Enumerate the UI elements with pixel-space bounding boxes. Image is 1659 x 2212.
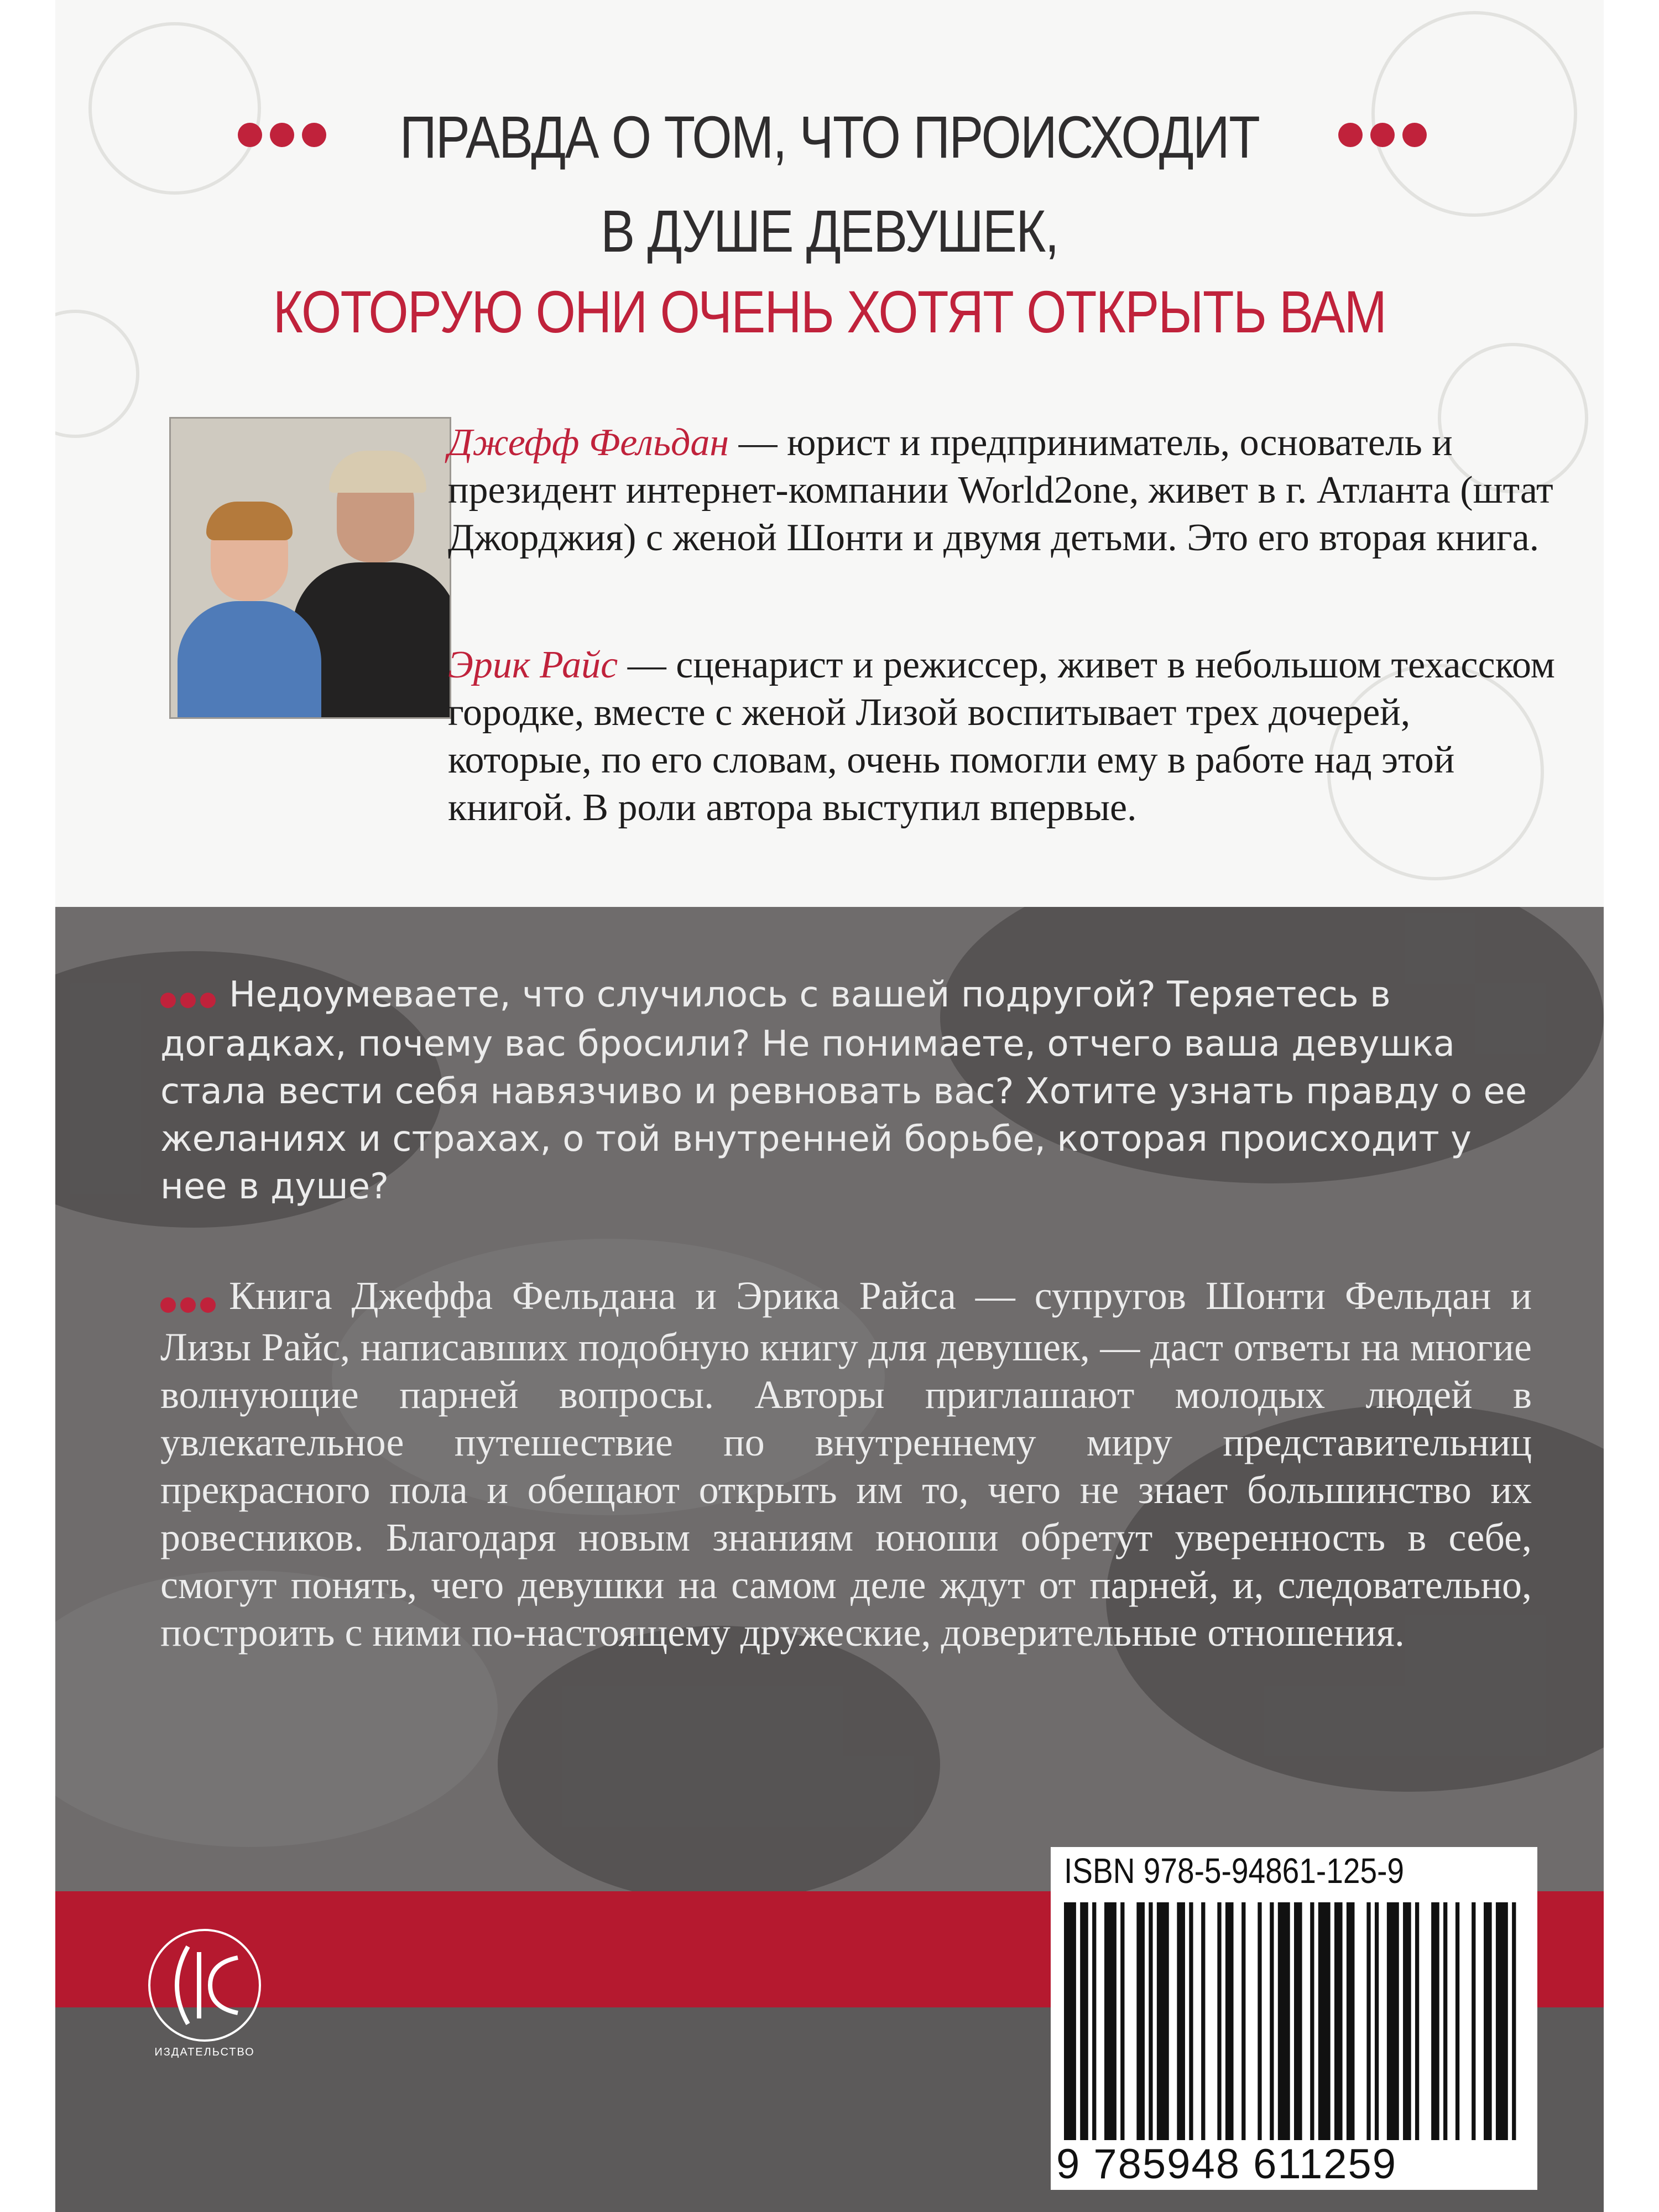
author-name-feldan: Джефф Фельдан — [448, 421, 729, 464]
description-text-1: Недоумеваете, что случилось с вашей подругой? Теряетесь в догадках, почему вас бросили? Не понимаете, отчего ваша девушка стала вести себя навязчиво и ревновать вас? Хотите узнать правду о ее желаниях и страхах, о той внутренней борьбе, которая происходит у нее в душе? — [160, 974, 1527, 1208]
isbn-text: ISBN 978-5-94861-125-9 — [1064, 1851, 1405, 1891]
decorative-ornament — [55, 310, 139, 438]
author-text-rice: — сценарист и режиссер, живет в небольшом техасском городке, вместе с женой Лизой воспитывает трех дочерей, которые, по его словам, очень помогли ему в работе над этой книгой. В роли автора выступил впервые. — [448, 644, 1555, 829]
barcode-panel — [1051, 1847, 1537, 2190]
paragraph-bullet — [160, 973, 220, 1020]
book-back-cover — [55, 0, 1604, 2212]
author-bio-rice — [448, 641, 1559, 832]
author-bio-feldan — [448, 419, 1559, 562]
barcode-digits: 9 785948 611259 — [1056, 2141, 1397, 2188]
authors-photo — [169, 417, 451, 719]
description-paragraph-2 — [160, 1272, 1532, 1656]
description-paragraph-1 — [160, 971, 1532, 1211]
paragraph-bullet — [160, 1276, 220, 1323]
headline-line-3: КОТОРУЮ ОНИ ОЧЕНЬ ХОТЯТ ОТКРЫТЬ ВАМ — [273, 278, 1386, 345]
author-text-feldan: — юрист и предприниматель, основатель и президент интернет-компании World2one, живет в г. Атланта (штат Джорджия) с женой Шонти и двумя детьми. Это его вторая книга. — [448, 421, 1553, 559]
barcode-bars — [1064, 1902, 1524, 2140]
headline-line-2: В ДУШЕ ДЕВУШЕК, — [601, 197, 1058, 264]
publisher-label: ИЗДАТЕЛЬСТВО — [154, 2046, 255, 2058]
publisher-logo — [144, 1924, 265, 2046]
author-name-rice: Эрик Райс — [448, 644, 618, 686]
headline-line-1: ПРАВДА О ТОМ, ЧТО ПРОИСХОДИТ — [399, 103, 1260, 170]
description-text-2: Книга Джеффа Фельдана и Эрика Райса — супругов Шонти Фельдан и Лизы Райс, написавших подобную книгу для девушек, — даст ответы на многие волнующие парней вопросы. Авторы приглашают молодых людей в увлекательное путешествие по внутреннему миру представительниц прекрасного пола и обещают открыть им то, чего не знает большинство их ровесников. Благодаря новым знаниям юноши обретут уверенность в себе, смогут понять, чего девушки на самом деле ждут от парней, и, следовательно, построить с ними по-настоящему дружеские, доверительные отношения. — [160, 1274, 1532, 1655]
